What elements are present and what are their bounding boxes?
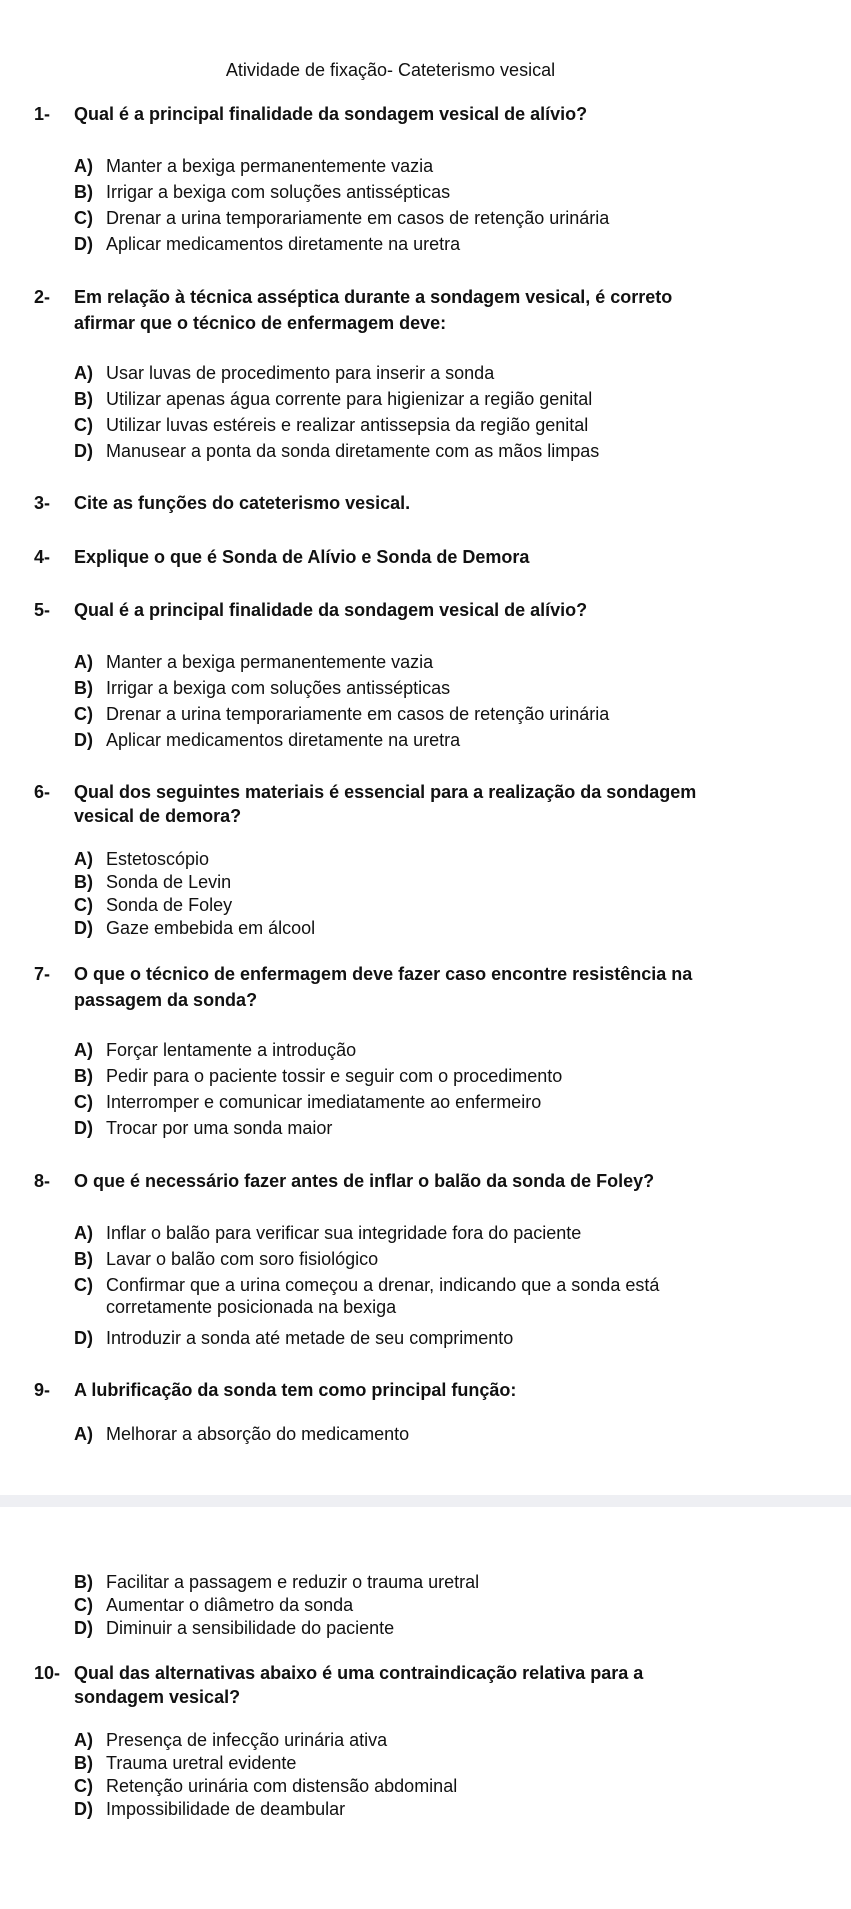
question-text: Em relação à técnica asséptica durante a sondagem vesical, é correto	[74, 287, 673, 307]
option-text: Trocar por uma sonda maior	[106, 1118, 333, 1138]
question-text: O que o técnico de enfermagem deve fazer caso encontre resistência na	[74, 964, 693, 984]
option-7a	[74, 1039, 774, 1061]
option-2b	[74, 388, 774, 410]
question-text: Qual das alternativas abaixo é uma contraindicação relativa para a	[74, 1663, 644, 1683]
question-text: A lubrificação da sonda tem como principal função:	[74, 1380, 517, 1400]
question-number: 7-	[34, 964, 51, 984]
option-letter: B)	[74, 182, 93, 202]
option-letter: A)	[74, 1223, 93, 1243]
option-5c	[74, 703, 774, 725]
option-letter: C)	[74, 208, 93, 228]
option-letter: B)	[74, 872, 93, 892]
question-text-continued: sondagem vesical?	[74, 1687, 241, 1707]
option-letter: C)	[74, 1275, 93, 1295]
option-8a	[74, 1222, 774, 1244]
question-number: 9-	[34, 1380, 51, 1400]
option-10d	[74, 1798, 774, 1820]
option-8b	[74, 1248, 774, 1270]
option-5a	[74, 651, 774, 673]
option-letter: D)	[74, 730, 93, 750]
question-text: Cite as funções do cateterismo vesical.	[74, 493, 411, 513]
page-title: Atividade de fixação- Cateterismo vesical	[225, 60, 556, 80]
option-text: Inflar o balão para verificar sua integridade fora do paciente	[106, 1223, 582, 1243]
question-number: 1-	[34, 104, 51, 124]
option-text: Interromper e comunicar imediatamente ao enfermeiro	[106, 1092, 542, 1112]
option-text: Forçar lentamente a introdução	[106, 1040, 357, 1060]
option-letter: B)	[74, 1249, 93, 1269]
page-break-divider	[0, 1495, 851, 1507]
option-text: Confirmar que a urina começou a drenar, indicando que a sonda está	[106, 1275, 660, 1295]
option-8c	[74, 1274, 774, 1318]
option-text: Lavar o balão com soro fisiológico	[106, 1249, 379, 1269]
option-2a	[74, 362, 774, 384]
option-text: Drenar a urina temporariamente em casos de retenção urinária	[106, 704, 610, 724]
option-6d	[74, 917, 774, 939]
question-5	[34, 597, 764, 623]
option-9d	[74, 1617, 774, 1639]
option-letter: C)	[74, 1092, 93, 1112]
question-text-continued: vesical de demora?	[74, 806, 242, 826]
option-text: Impossibilidade de deambular	[106, 1799, 346, 1819]
question-number: 2-	[34, 287, 51, 307]
question-3	[34, 490, 764, 516]
question-6	[34, 779, 764, 827]
question-1	[34, 101, 764, 127]
question-number: 4-	[34, 547, 51, 567]
question-text-continued: passagem da sonda?	[74, 990, 258, 1010]
option-letter: D)	[74, 918, 93, 938]
option-letter: B)	[74, 1753, 93, 1773]
option-letter: D)	[74, 1118, 93, 1138]
option-letter: D)	[74, 1618, 93, 1638]
option-letter: C)	[74, 1595, 93, 1615]
option-text: Trauma uretral evidente	[106, 1753, 297, 1773]
option-text: Presença de infecção urinária ativa	[106, 1730, 388, 1750]
option-text: Melhorar a absorção do medicamento	[106, 1424, 410, 1444]
option-1b	[74, 181, 774, 203]
question-10	[34, 1660, 764, 1708]
option-text-continued: corretamente posicionada na bexiga	[106, 1297, 397, 1317]
option-text: Utilizar luvas estéreis e realizar antissepsia da região genital	[106, 415, 589, 435]
option-letter: B)	[74, 389, 93, 409]
option-letter: A)	[74, 363, 93, 383]
option-text: Manusear a ponta da sonda diretamente com as mãos limpas	[106, 441, 600, 461]
option-letter: B)	[74, 1572, 93, 1592]
option-letter: D)	[74, 1328, 93, 1348]
question-8	[34, 1168, 764, 1194]
option-text: Manter a bexiga permanentemente vazia	[106, 652, 434, 672]
question-2	[34, 284, 764, 336]
option-9a	[74, 1423, 774, 1445]
option-1d	[74, 233, 774, 255]
question-7	[34, 961, 764, 1013]
option-6a	[74, 848, 774, 870]
option-9c	[74, 1594, 774, 1616]
question-text-continued: afirmar que o técnico de enfermagem deve:	[74, 313, 447, 333]
option-7c	[74, 1091, 774, 1113]
question-text: Qual é a principal finalidade da sondagem vesical de alívio?	[74, 104, 588, 124]
option-text: Drenar a urina temporariamente em casos de retenção urinária	[106, 208, 610, 228]
option-letter: C)	[74, 1776, 93, 1796]
option-1a	[74, 155, 774, 177]
option-text: Irrigar a bexiga com soluções antissépticas	[106, 678, 451, 698]
option-letter: B)	[74, 1066, 93, 1086]
option-letter: D)	[74, 234, 93, 254]
option-2c	[74, 414, 774, 436]
question-text: Qual é a principal finalidade da sondagem vesical de alívio?	[74, 600, 588, 620]
option-6b	[74, 871, 774, 893]
option-10a	[74, 1729, 774, 1751]
option-letter: D)	[74, 441, 93, 461]
question-number: 6-	[34, 782, 51, 802]
option-letter: A)	[74, 652, 93, 672]
option-10b	[74, 1752, 774, 1774]
option-text: Irrigar a bexiga com soluções antissépticas	[106, 182, 451, 202]
question-text: Qual dos seguintes materiais é essencial para a realização da sondagem	[74, 782, 697, 802]
option-text: Aumentar o diâmetro da sonda	[106, 1595, 354, 1615]
option-text: Introduzir a sonda até metade de seu comprimento	[106, 1328, 514, 1348]
option-7b	[74, 1065, 774, 1087]
option-letter: A)	[74, 156, 93, 176]
option-text: Aplicar medicamentos diretamente na uretra	[106, 730, 461, 750]
option-6c	[74, 894, 774, 916]
question-9	[34, 1377, 764, 1403]
option-letter: C)	[74, 704, 93, 724]
option-9b	[74, 1571, 774, 1593]
option-text: Utilizar apenas água corrente para higienizar a região genital	[106, 389, 593, 409]
option-letter: A)	[74, 1730, 93, 1750]
option-letter: A)	[74, 1040, 93, 1060]
option-text: Retenção urinária com distensão abdominal	[106, 1776, 458, 1796]
option-text: Gaze embebida em álcool	[106, 918, 316, 938]
option-letter: D)	[74, 1799, 93, 1819]
option-1c	[74, 207, 774, 229]
option-text: Manter a bexiga permanentemente vazia	[106, 156, 434, 176]
option-letter: A)	[74, 1424, 93, 1444]
option-5d	[74, 729, 774, 751]
option-text: Aplicar medicamentos diretamente na uretra	[106, 234, 461, 254]
option-text: Pedir para o paciente tossir e seguir com o procedimento	[106, 1066, 563, 1086]
option-letter: C)	[74, 895, 93, 915]
option-letter: A)	[74, 849, 93, 869]
option-text: Facilitar a passagem e reduzir o trauma uretral	[106, 1572, 480, 1592]
option-text: Usar luvas de procedimento para inserir a sonda	[106, 363, 495, 383]
option-text: Sonda de Foley	[106, 895, 233, 915]
question-text: Explique o que é Sonda de Alívio e Sonda de Demora	[74, 547, 530, 567]
option-letter: C)	[74, 415, 93, 435]
question-number: 10-	[34, 1663, 61, 1683]
option-text: Sonda de Levin	[106, 872, 232, 892]
option-text: Diminuir a sensibilidade do paciente	[106, 1618, 395, 1638]
question-number: 5-	[34, 600, 51, 620]
option-text: Estetoscópio	[106, 849, 210, 869]
question-4	[34, 544, 764, 570]
question-number: 3-	[34, 493, 51, 513]
option-2d	[74, 440, 774, 462]
option-8d	[74, 1327, 774, 1349]
question-text: O que é necessário fazer antes de inflar o balão da sonda de Foley?	[74, 1171, 655, 1191]
option-letter: B)	[74, 678, 93, 698]
question-number: 8-	[34, 1171, 51, 1191]
option-10c	[74, 1775, 774, 1797]
option-7d	[74, 1117, 774, 1139]
option-5b	[74, 677, 774, 699]
